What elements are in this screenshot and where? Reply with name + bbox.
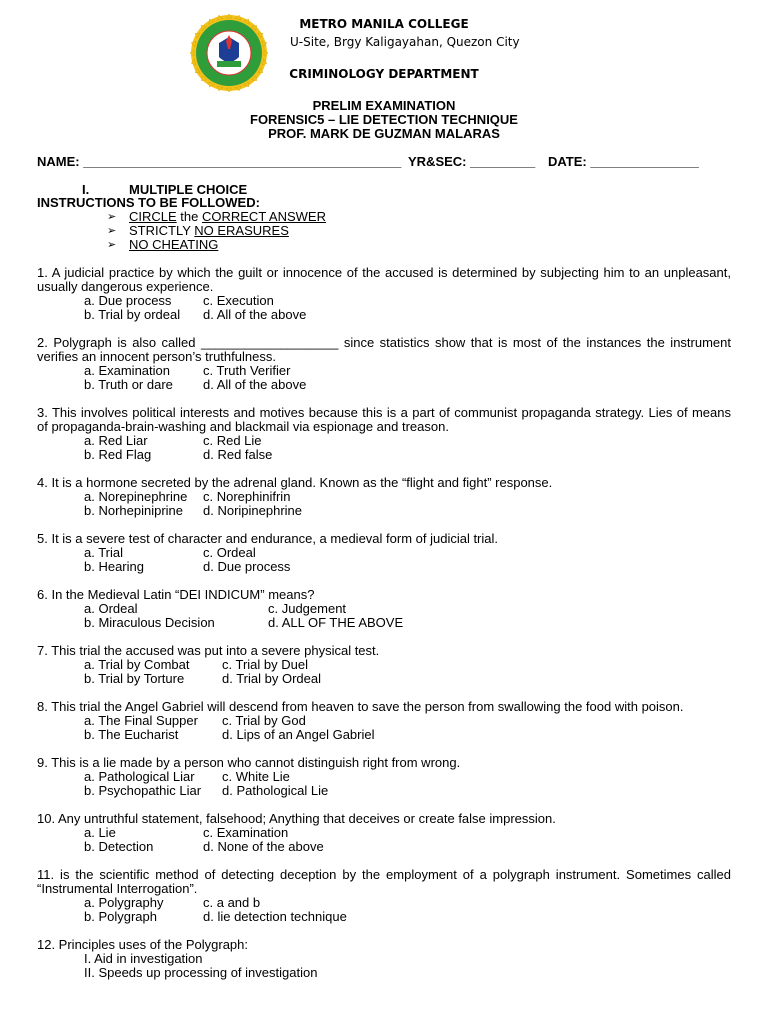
question-5: 5. It is a severe test of character and endurance, a medieval form of judicial trial.: [37, 531, 499, 546]
instructions-heading: INSTRUCTIONS TO BE FOLLOWED:: [37, 195, 260, 210]
q10-option-b[interactable]: b. Detection: [84, 839, 154, 854]
q2-option-c[interactable]: c. Truth Verifier: [203, 363, 291, 378]
q2-option-a[interactable]: a. Examination: [84, 363, 170, 378]
q3-option-b[interactable]: b. Red Flag: [84, 447, 152, 462]
question-2: 2. Polygraph is also called ___________________ since statistics show that is most of the instances the instrument verifies an innocent person’s truthfulness.: [37, 335, 731, 364]
q7-option-a[interactable]: a. Trial by Combat: [84, 657, 190, 672]
name-field[interactable]: NAME: ____________________________________________: [37, 154, 402, 169]
yrsec-field[interactable]: YR&SEC: _________: [408, 154, 536, 169]
q7-option-d[interactable]: d. Trial by Ordeal: [222, 671, 321, 686]
q6-option-b[interactable]: b. Miraculous Decision: [84, 615, 215, 630]
exam-title: PRELIM EXAMINATION: [312, 98, 456, 113]
q8-option-d[interactable]: d. Lips of an Angel Gabriel: [222, 727, 375, 742]
question-6: 6. In the Medieval Latin “DEI INDICUM” means?: [37, 587, 315, 602]
instruction-no-cheating: NO CHEATING: [129, 237, 219, 252]
question-8: 8. This trial the Angel Gabriel will descend from heaven to save the person from swallowing the food with poison.: [37, 699, 684, 714]
q12-item-1: I. Aid in investigation: [84, 951, 203, 966]
q3-option-c[interactable]: c. Red Lie: [203, 433, 262, 448]
q3-option-a[interactable]: a. Red Liar: [84, 433, 148, 448]
q1-option-b[interactable]: b. Trial by ordeal: [84, 307, 181, 322]
instruction-circle: CIRCLE: [129, 209, 177, 224]
college-name: METRO MANILA COLLEGE: [299, 17, 469, 31]
q11-option-b[interactable]: b. Polygraph: [84, 909, 157, 924]
q6-option-a[interactable]: a. Ordeal: [84, 601, 138, 616]
instruction-item: [129, 224, 289, 238]
q9-option-a[interactable]: a. Pathological Liar: [84, 769, 195, 784]
q8-option-b[interactable]: b. The Eucharist: [84, 727, 179, 742]
date-field[interactable]: DATE: _______________: [548, 154, 699, 169]
q8-option-c[interactable]: c. Trial by God: [222, 713, 306, 728]
arrow-bullet-icon: ➢: [107, 239, 117, 251]
question-11: 11. is the scientific method of detecting deception by the employment of a polygraph instrument. Sometimes called “Instrumental Interrogation”.: [37, 867, 731, 896]
question-7: 7. This trial the accused was put into a severe physical test.: [37, 643, 380, 658]
question-4: 4. It is a hormone secreted by the adrenal gland. Known as the “flight and fight” response.: [37, 475, 553, 490]
q7-option-b[interactable]: b. Trial by Torture: [84, 671, 185, 686]
q2-option-b[interactable]: b. Truth or dare: [84, 377, 173, 392]
question-1: 1. A judicial practice by which the guilt or innocence of the accused is determined by subjecting him to an unpleasant, usually dangerous experience.: [37, 265, 731, 294]
instruction-correct-answer: CORRECT ANSWER: [201, 209, 326, 224]
q1-option-c[interactable]: c. Execution: [203, 293, 274, 308]
question-9: 9. This is a lie made by a person who cannot distinguish right from wrong.: [37, 755, 461, 770]
question-10: 10. Any untruthful statement, falsehood; Anything that deceives or create false impression.: [37, 811, 556, 826]
q5-option-a[interactable]: a. Trial: [84, 545, 124, 560]
q6-option-c[interactable]: c. Judgement: [268, 601, 347, 616]
professor-name: PROF. MARK DE GUZMAN MALARAS: [268, 126, 500, 141]
q10-option-d[interactable]: d. None of the above: [203, 839, 324, 854]
course-title: FORENSIC5 – LIE DETECTION TECHNIQUE: [250, 112, 518, 127]
q1-option-a[interactable]: a. Due process: [84, 293, 172, 308]
q5-option-d[interactable]: d. Due process: [203, 559, 291, 574]
q3-option-d[interactable]: d. Red false: [203, 447, 273, 462]
q10-option-a[interactable]: a. Lie: [84, 825, 116, 840]
q7-option-c[interactable]: c. Trial by Duel: [222, 657, 308, 672]
q10-option-c[interactable]: c. Examination: [203, 825, 289, 840]
instruction-item: [129, 210, 326, 224]
q2-option-d[interactable]: d. All of the above: [203, 377, 307, 392]
arrow-bullet-icon: ➢: [107, 225, 117, 237]
q4-option-a[interactable]: a. Norepinephrine: [84, 489, 188, 504]
q11-option-c[interactable]: c. a and b: [203, 895, 261, 910]
college-address: U-Site, Brgy Kaligayahan, Quezon City: [290, 35, 520, 49]
q5-option-b[interactable]: b. Hearing: [84, 559, 144, 574]
q1-option-d[interactable]: d. All of the above: [203, 307, 307, 322]
q4-option-d[interactable]: d. Noripinephrine: [203, 503, 303, 518]
q5-option-c[interactable]: c. Ordeal: [203, 545, 256, 560]
instruction-the: the: [176, 209, 202, 224]
question-12: 12. Principles uses of the Polygraph:: [37, 937, 249, 952]
q11-option-a[interactable]: a. Polygraphy: [84, 895, 164, 910]
instruction-strictly: STRICTLY: [129, 223, 195, 238]
q9-option-c[interactable]: c. White Lie: [222, 769, 290, 784]
q12-item-2: II. Speeds up processing of investigation: [84, 965, 318, 980]
section-title: MULTIPLE CHOICE: [129, 182, 248, 197]
q4-option-b[interactable]: b. Norhepiniprine: [84, 503, 184, 518]
q4-option-c[interactable]: c. Norephinifrin: [203, 489, 291, 504]
q11-option-d[interactable]: d. lie detection technique: [203, 909, 347, 924]
q9-option-d[interactable]: d. Pathological Lie: [222, 783, 329, 798]
arrow-bullet-icon: ➢: [107, 211, 117, 223]
department-name: CRIMINOLOGY DEPARTMENT: [289, 67, 479, 81]
q9-option-b[interactable]: b. Psychopathic Liar: [84, 783, 202, 798]
question-3: 3. This involves political interests and motives because this is a part of communist propaganda strategy. Lies of means of propaganda-brain-washing and blackmail via espionage and treason.: [37, 405, 731, 434]
instruction-no-erasures: NO ERASURES: [194, 223, 289, 238]
q6-option-d[interactable]: d. ALL OF THE ABOVE: [268, 615, 404, 630]
section-number: I.: [82, 182, 90, 197]
q8-option-a[interactable]: a. The Final Supper: [84, 713, 198, 728]
